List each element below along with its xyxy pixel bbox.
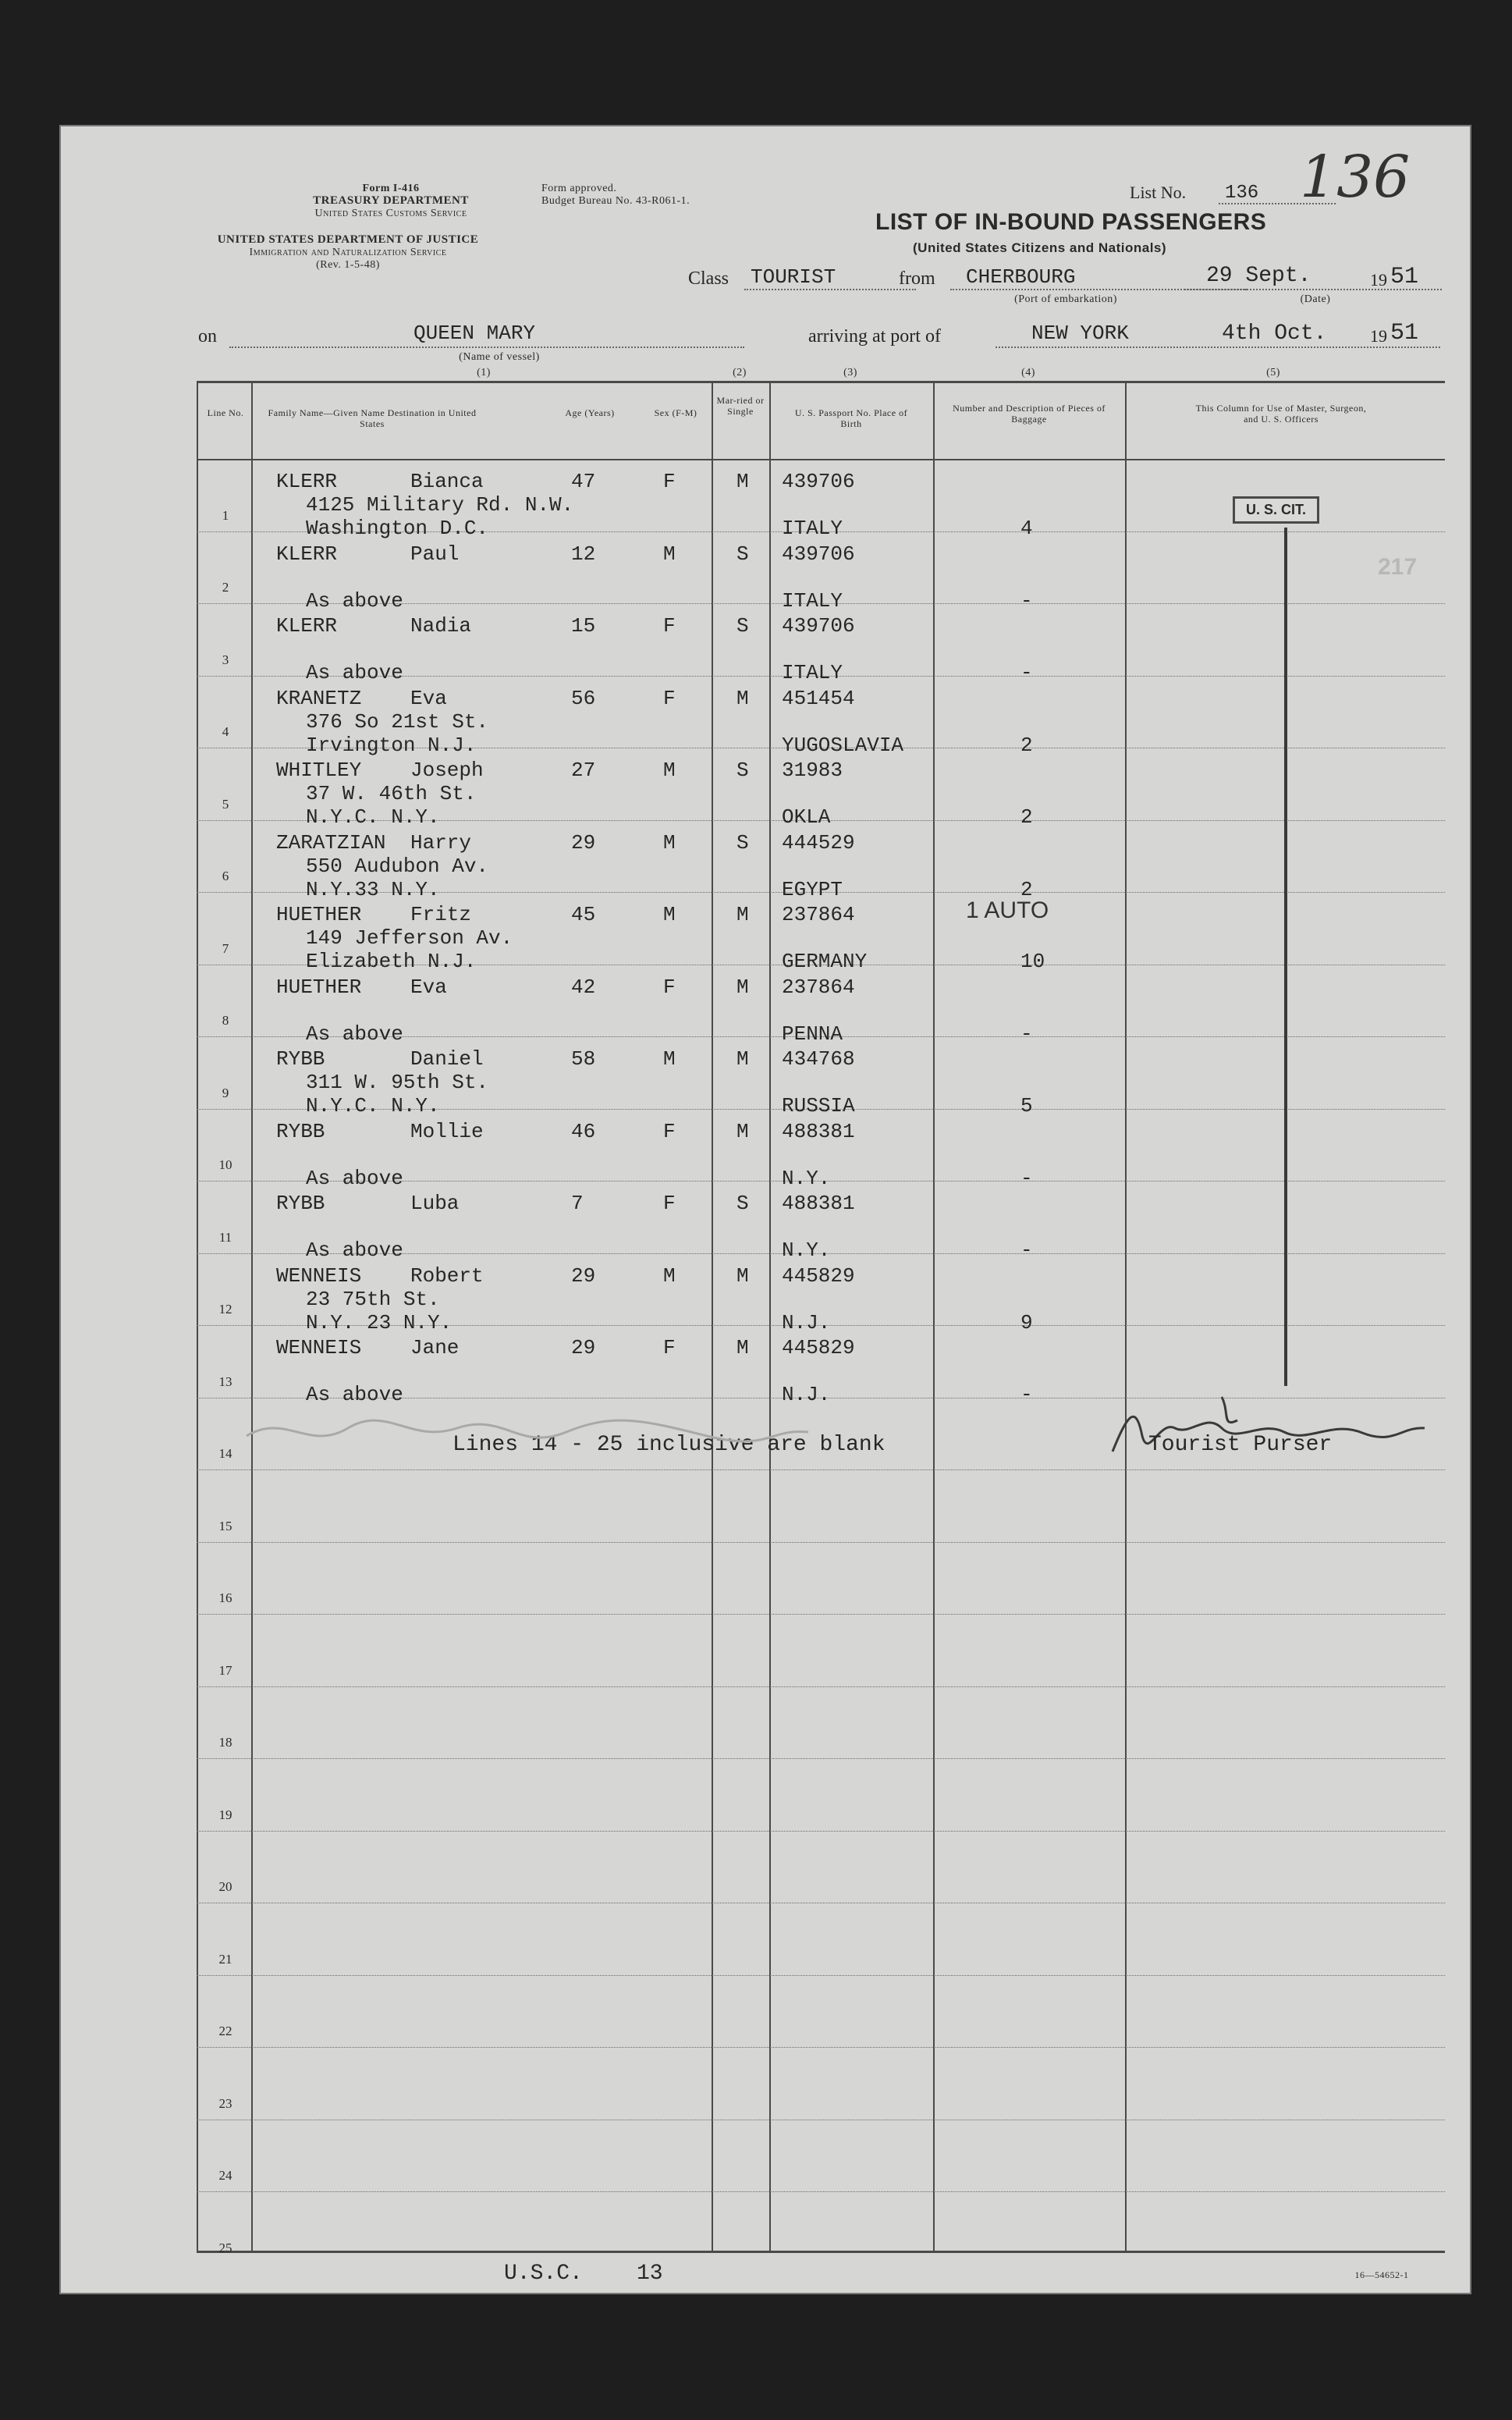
class-underline (744, 289, 916, 290)
on-label: on (198, 326, 217, 346)
sex: M (663, 830, 676, 855)
arrival-year: 51 (1390, 320, 1419, 346)
row-rule (197, 2191, 1445, 2192)
passport-number: 439706 (782, 470, 855, 493)
family-name: KLERR (276, 542, 338, 566)
place-of-birth: OKLA (782, 805, 831, 829)
place-of-birth: YUGOSLAVIA (782, 733, 904, 757)
age: 29 (571, 1263, 596, 1288)
sex: M (663, 759, 676, 782)
line-number: 18 (218, 1735, 232, 1750)
family-name: RYBB (276, 1119, 325, 1143)
destination-line-2: Washington D.C. (306, 517, 489, 540)
passport-number: 439706 (782, 542, 855, 566)
row-rule (197, 1686, 1445, 1687)
destination-line-2: As above (306, 1383, 403, 1406)
place-of-birth: PENNA (782, 1022, 843, 1046)
sex: F (663, 975, 676, 999)
given-name: Bianca (410, 470, 484, 493)
sex: F (663, 1192, 676, 1215)
treasury-dept: TREASURY DEPARTMENT (313, 194, 469, 207)
age: 45 (571, 903, 596, 926)
arriving-label: arriving at port of (808, 326, 941, 346)
form-approved: Form approved. (541, 183, 617, 194)
age: 42 (571, 975, 596, 999)
form-number: Form I-416 (362, 183, 420, 194)
age: 27 (571, 759, 596, 782)
column-number: (1) (477, 367, 491, 378)
line-number: 19 (218, 1807, 232, 1822)
destination-line-2: As above (306, 588, 403, 613)
usc-number: 13 (637, 2262, 663, 2286)
row-rule (197, 1831, 1445, 1832)
destination-line-1: 23 75th St. (306, 1287, 440, 1311)
form-title: LIST OF IN-BOUND PASSENGERS (875, 209, 1267, 235)
class-label: Class (688, 268, 729, 289)
line-number: 25 (218, 2240, 232, 2255)
baggage-count: - (1020, 1022, 1033, 1046)
header-married: Mar-ried or Single (716, 395, 765, 417)
sex: F (663, 1336, 676, 1359)
vessel-underline (229, 346, 744, 348)
header-passport: U. S. Passport No. Place of Birth (794, 407, 908, 429)
col-divider-married (769, 381, 771, 2251)
print-code: 16—54652-1 (1354, 2269, 1409, 2280)
marital-status: M (736, 903, 749, 926)
given-name: Mollie (410, 1119, 484, 1143)
arrival-year-prefix: 19 (1370, 326, 1387, 346)
line-number: 7 (222, 940, 229, 956)
passport-number: 439706 (782, 614, 855, 638)
blank-lines-note: Lines 14 - 25 inclusive are blank (453, 1433, 886, 1457)
family-name: HUETHER (276, 903, 362, 926)
marital-status: S (736, 759, 749, 782)
line-number: 24 (218, 2168, 232, 2183)
header-officers: This Column for Use of Master, Surgeon, and U. S. Officers (1195, 403, 1367, 425)
place-of-birth: ITALY (782, 661, 843, 684)
marital-status: M (736, 1047, 749, 1071)
baggage-count: 9 (1020, 1310, 1033, 1334)
list-no-handwritten: 136 (1300, 144, 1411, 211)
given-name: Paul (410, 542, 460, 566)
marital-status: S (736, 1192, 749, 1215)
row-rule (197, 1469, 1445, 1470)
passport-number: 445829 (782, 1336, 855, 1359)
destination-line-1: 550 Audubon Av. (306, 854, 489, 878)
col-divider-passport (933, 381, 935, 2251)
destination-line-2: As above (306, 1022, 403, 1046)
row-rule (197, 2047, 1445, 2048)
col-divider-line (251, 381, 253, 2251)
marital-status: M (736, 1336, 749, 1359)
marital-status: S (736, 614, 749, 638)
passport-number: 445829 (782, 1263, 855, 1288)
destination-line-2: N.Y. 23 N.Y. (306, 1310, 453, 1334)
marital-status: M (736, 1263, 749, 1288)
us-citizen-bracket-line (1284, 528, 1287, 1386)
line-number: 4 (222, 724, 229, 739)
line-number: 11 (218, 1229, 232, 1245)
line-number: 16 (218, 1590, 232, 1605)
given-name: Nadia (410, 614, 472, 638)
sex: M (663, 1047, 676, 1071)
inspector-signature-svg (239, 1405, 816, 1467)
sex: M (663, 1263, 676, 1288)
auto-note: 1 AUTO (966, 897, 1049, 923)
sex: F (663, 1119, 676, 1143)
family-name: KLERR (276, 614, 338, 638)
destination-line-2: N.Y.C. N.Y. (306, 805, 440, 829)
header-sex: Sex (F-M) (654, 407, 697, 418)
header-line-no: Line No. (207, 407, 244, 418)
baggage-count: - (1020, 1166, 1033, 1190)
passport-number: 237864 (782, 975, 855, 999)
baggage-count: - (1020, 661, 1033, 684)
baggage-count: - (1020, 588, 1033, 613)
given-name: Eva (410, 686, 447, 710)
place-of-birth: N.Y. (782, 1238, 831, 1262)
place-of-birth: N.J. (782, 1310, 831, 1334)
baggage-count: 2 (1020, 805, 1033, 829)
line-number: 23 (218, 2095, 232, 2111)
marital-status: M (736, 470, 749, 493)
family-name: RYBB (276, 1047, 325, 1071)
baggage-count: 5 (1020, 1094, 1033, 1118)
family-name: WHITLEY (276, 759, 362, 782)
form-subtitle: (United States Citizens and Nationals) (913, 240, 1167, 255)
sex: M (663, 903, 676, 926)
place-of-birth: ITALY (782, 588, 843, 613)
marital-status: S (736, 830, 749, 855)
col-divider-baggage (1125, 381, 1127, 2251)
passport-number: 488381 (782, 1192, 855, 1215)
baggage-count: 2 (1020, 733, 1033, 757)
column-number: (4) (1021, 367, 1035, 378)
list-no-label: List No. (1130, 183, 1187, 202)
passport-number: 434768 (782, 1047, 855, 1071)
line-number: 6 (222, 869, 229, 883)
family-name: WENNEIS (276, 1263, 362, 1288)
destination-line-2: Irvington N.J. (306, 733, 477, 757)
age: 29 (571, 830, 596, 855)
row-rule (197, 1758, 1445, 1759)
header-baggage: Number and Description of Pieces of Baggage (953, 403, 1106, 425)
age: 29 (571, 1336, 596, 1359)
passport-number: 31983 (782, 759, 843, 782)
arrival-underline (996, 346, 1440, 348)
line-number: 17 (218, 1662, 232, 1678)
line-number: 13 (218, 1373, 232, 1389)
place-of-birth: EGYPT (782, 877, 843, 901)
arrival-port: NEW YORK (1031, 322, 1129, 345)
place-of-birth: GERMANY (782, 950, 868, 973)
departure-date: 29 Sept. (1206, 264, 1311, 288)
marital-status: S (736, 542, 749, 566)
line-number: 21 (218, 1951, 232, 1967)
column-number: (5) (1266, 367, 1280, 378)
given-name: Jane (410, 1336, 460, 1359)
class-value: TOURIST (751, 265, 836, 289)
given-name: Joseph (410, 759, 484, 782)
line-number: 20 (218, 1879, 232, 1894)
destination-line-1: 149 Jefferson Av. (306, 926, 513, 950)
line-number: 12 (218, 1302, 232, 1317)
family-name: RYBB (276, 1192, 325, 1215)
destination-line-2: N.Y.33 N.Y. (306, 877, 440, 901)
departure-year: 51 (1390, 264, 1419, 290)
budget-bureau: Budget Bureau No. 43-R061-1. (541, 195, 690, 207)
place-of-birth: N.Y. (782, 1166, 831, 1190)
faint-number: 217 (1378, 554, 1418, 580)
vessel-name: QUEEN MARY (413, 322, 536, 345)
vessel-caption: (Name of vessel) (459, 351, 540, 363)
family-name: HUETHER (276, 975, 362, 999)
passport-number: 237864 (782, 903, 855, 926)
given-name: Harry (410, 830, 472, 855)
baggage-count: - (1020, 1383, 1033, 1406)
inspector-signature-mark (239, 1405, 816, 1467)
passport-number: 488381 (782, 1119, 855, 1143)
given-name: Eva (410, 975, 447, 999)
line-number: 10 (218, 1157, 232, 1172)
age: 7 (571, 1192, 584, 1215)
place-of-birth: ITALY (782, 517, 843, 540)
tourist-purser: Tourist Purser (1148, 1433, 1333, 1457)
age: 15 (571, 614, 596, 638)
embarkation-port: CHERBOURG (966, 265, 1076, 289)
baggage-count: - (1020, 1238, 1033, 1262)
column-number: (2) (733, 367, 747, 378)
sex: M (663, 542, 676, 566)
sex: F (663, 686, 676, 710)
ins-name: Immigration and Naturalization Service (249, 247, 447, 258)
sex: F (663, 470, 676, 493)
column-number: (3) (843, 367, 857, 378)
usc-label: U.S.C. (504, 2262, 583, 2286)
passport-number: 444529 (782, 830, 855, 855)
age: 56 (571, 686, 596, 710)
baggage-count: 10 (1020, 950, 1045, 973)
destination-line-2: As above (306, 1166, 403, 1190)
family-name: KLERR (276, 470, 338, 493)
line-number: 14 (218, 1446, 232, 1461)
row-rule (197, 1542, 1445, 1543)
destination-line-1: 37 W. 46th St. (306, 782, 477, 805)
from-label: from (899, 268, 935, 289)
line-number: 8 (222, 1013, 229, 1028)
port-caption: (Port of embarkation) (1014, 293, 1117, 305)
place-of-birth: N.J. (782, 1383, 831, 1406)
sex: F (663, 614, 676, 638)
passport-number: 451454 (782, 686, 855, 710)
us-citizen-stamp: U. S. CIT. (1233, 496, 1319, 524)
line-number: 5 (222, 796, 229, 812)
table-top-border (197, 381, 1445, 383)
age: 58 (571, 1047, 596, 1071)
header-age: Age (Years) (565, 407, 615, 418)
table-left-border (197, 381, 198, 2251)
destination-line-1: 4125 Military Rd. N.W. (306, 493, 574, 517)
doj-name: UNITED STATES DEPARTMENT OF JUSTICE (217, 233, 479, 246)
list-no-value: 136 (1225, 183, 1259, 204)
passenger-list-page (59, 125, 1471, 2294)
line-number: 2 (222, 580, 229, 595)
year-prefix: 19 (1370, 270, 1387, 290)
row-rule (197, 1614, 1445, 1615)
destination-line-1: 376 So 21st St. (306, 709, 489, 734)
arrival-date: 4th Oct. (1222, 322, 1327, 346)
baggage-count: 4 (1020, 517, 1033, 540)
destination-line-2: N.Y.C. N.Y. (306, 1094, 440, 1118)
destination-line-2: As above (306, 1238, 403, 1262)
line-number: 15 (218, 1518, 232, 1533)
date-caption: (Date) (1300, 293, 1331, 305)
place-of-birth: RUSSIA (782, 1094, 855, 1118)
col-divider-name (712, 381, 713, 2251)
destination-line-2: Elizabeth N.J. (306, 950, 477, 973)
given-name: Luba (410, 1192, 460, 1215)
family-name: KRANETZ (276, 686, 362, 710)
marital-status: M (736, 975, 749, 999)
header-name: Family Name—Given Name Destination in United States (268, 407, 477, 429)
table-bottom-border (197, 2251, 1445, 2253)
family-name: ZARATZIAN (276, 830, 386, 855)
age: 46 (571, 1119, 596, 1143)
marital-status: M (736, 686, 749, 710)
given-name: Robert (410, 1263, 484, 1288)
family-name: WENNEIS (276, 1336, 362, 1359)
given-name: Daniel (410, 1047, 484, 1071)
marital-status: M (736, 1119, 749, 1143)
destination-line-2: As above (306, 661, 403, 684)
line-number: 9 (222, 1085, 229, 1100)
line-number: 1 (222, 507, 229, 523)
age: 12 (571, 542, 596, 566)
header-bottom-border (197, 459, 1445, 460)
age: 47 (571, 470, 596, 493)
revision: (Rev. 1-5-48) (316, 259, 380, 271)
baggage-count: 2 (1020, 877, 1033, 901)
line-number: 22 (218, 2024, 232, 2038)
given-name: Fritz (410, 903, 472, 926)
destination-line-1: 311 W. 95th St. (306, 1071, 489, 1094)
customs-service: United States Customs Service (314, 208, 467, 219)
line-number: 3 (222, 652, 229, 667)
row-rule (197, 1975, 1445, 1976)
